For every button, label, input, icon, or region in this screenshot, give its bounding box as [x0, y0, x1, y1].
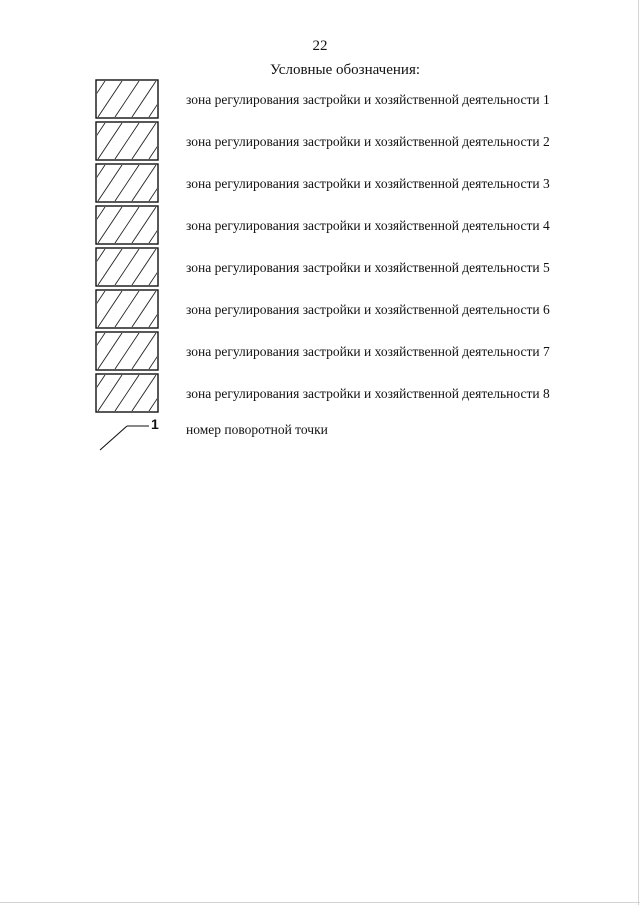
- legend-item-turning-point: [95, 417, 615, 457]
- diagonal-hatch-icon: [95, 79, 159, 119]
- legend-label: зона регулирования застройки и хозяйственной деятельности 7: [186, 344, 550, 359]
- turning-point-number: 1: [151, 416, 159, 432]
- legend-label: зона регулирования застройки и хозяйственной деятельности 4: [186, 218, 550, 233]
- legend-item-zone-3: [95, 163, 615, 205]
- legend-item-zone-6: [95, 289, 615, 331]
- legend-label: зона регулирования застройки и хозяйственной деятельности 8: [186, 386, 550, 401]
- legend-label: зона регулирования застройки и хозяйственной деятельности 6: [186, 302, 550, 317]
- legend-item-zone-4: [95, 205, 615, 247]
- diagonal-hatch-icon: [95, 373, 159, 413]
- legend-item-zone-2: [95, 121, 615, 163]
- legend-list: [95, 79, 615, 457]
- diagonal-hatch-icon: [95, 247, 159, 287]
- turning-point-label: номер поворотной точки: [186, 422, 328, 437]
- legend-title: Условные обозначения:: [269, 62, 421, 78]
- legend-label: зона регулирования застройки и хозяйственной деятельности 1: [186, 92, 550, 107]
- diagonal-hatch-icon: [95, 121, 159, 161]
- legend-item-zone-8: [95, 373, 615, 415]
- legend-label: зона регулирования застройки и хозяйственной деятельности 2: [186, 134, 550, 149]
- diagonal-hatch-icon: [95, 289, 159, 329]
- legend-label: зона регулирования застройки и хозяйственной деятельности 5: [186, 260, 550, 275]
- legend-item-zone-1: [95, 79, 615, 121]
- legend-label: зона регулирования застройки и хозяйственной деятельности 3: [186, 176, 550, 191]
- legend-item-zone-7: [95, 331, 615, 373]
- diagonal-hatch-icon: [95, 331, 159, 371]
- page-number: 22: [312, 38, 328, 54]
- diagonal-hatch-icon: [95, 163, 159, 203]
- legend-item-zone-5: [95, 247, 615, 289]
- diagonal-hatch-icon: [95, 205, 159, 245]
